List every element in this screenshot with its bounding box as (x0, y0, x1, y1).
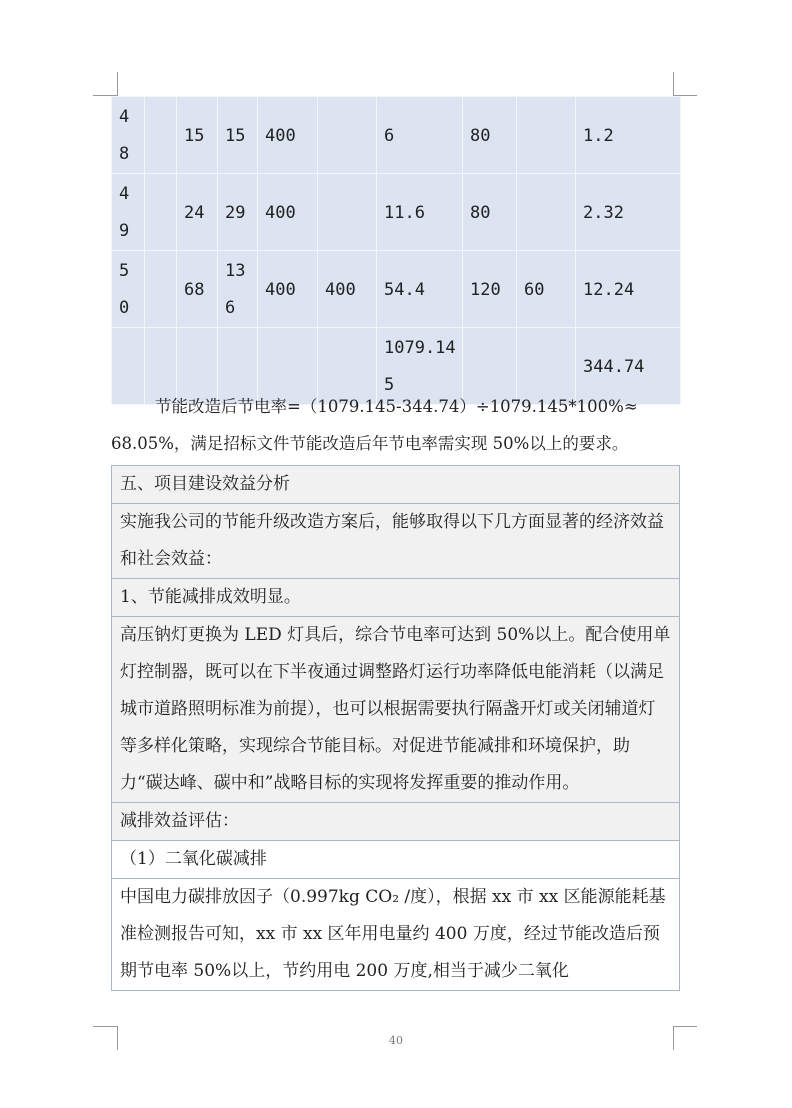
table-row (112, 174, 681, 251)
benefit-analysis-box (111, 465, 680, 991)
table-cell (145, 251, 177, 328)
table-cell: 6 (377, 97, 463, 174)
table-cell: 24 (177, 174, 218, 251)
table-cell (517, 174, 576, 251)
table-cell: 400 (258, 251, 318, 328)
table-cell: 80 (463, 97, 517, 174)
table-cell (318, 97, 377, 174)
table-cell: 15 (218, 97, 258, 174)
crop-mark-top-right (673, 72, 674, 96)
subsection-body: 中国电力碳排放因子（0.997kg CO₂ /度），根据 xx 市 xx 区能源能耗基准检测报告可知，xx 市 xx 区年用电量约 400 万度，经过节能改造后预期节电率 50%以上，节约用电 200 万度,相当于减少二氧化 (120, 887, 666, 981)
table-cell: 49 (112, 174, 145, 251)
point-title: 1、节能减排成效明显。 (112, 579, 679, 617)
lighting-data-table (111, 96, 681, 405)
subsection-title: （1）二氧化碳减排 (112, 841, 679, 879)
table-cell: 344.74 (576, 328, 681, 405)
table-cell: 12.24 (576, 251, 681, 328)
table-cell: 120 (463, 251, 517, 328)
point-body: 高压钠灯更换为 LED 灯具后，综合节电率可达到 50%以上。配合使用单灯控制器，既可以在下半夜通过调整路灯运行功率降低电能消耗（以满足城市道路照明标准为前提），也可以根据需要执行隔盏开灯或关闭辅道灯等多样化策略，实现综合节能目标。对促进节能减排和环境保护，助力“碳达峰、碳中和”战略目标的实现将发挥重要的推动作用。 (112, 617, 679, 803)
crop-mark-top-left (117, 72, 118, 96)
section-intro: 实施我公司的节能升级改造方案后，能够取得以下几方面显著的经济效益和社会效益： (112, 504, 679, 579)
table-cell: 2.32 (576, 174, 681, 251)
table-cell (517, 97, 576, 174)
table-cell: 400 (258, 97, 318, 174)
savings-calculation (111, 388, 680, 462)
calculation-line: 节能改造后节电率=（1079.145-344.74）÷1079.145*100%≈ (155, 397, 638, 416)
table-cell: 15 (177, 97, 218, 174)
section-heading: 五、项目建设效益分析 (112, 466, 679, 504)
table-row (112, 97, 681, 174)
calculation-conclusion: 68.05%，满足招标文件节能改造后年节电率需实现 50%以上的要求。 (111, 434, 629, 453)
table-cell (318, 174, 377, 251)
table-row (112, 251, 681, 328)
table-cell: 1.2 (576, 97, 681, 174)
table-cell: 136 (218, 251, 258, 328)
page-number: 40 (389, 1034, 403, 1047)
evaluation-title: 减排效益评估： (112, 803, 679, 841)
table-cell: 54.4 (377, 251, 463, 328)
table-cell: 29 (218, 174, 258, 251)
table-cell (145, 97, 177, 174)
table-cell: 11.6 (377, 174, 463, 251)
table-cell: 60 (517, 251, 576, 328)
table-cell: 50 (112, 251, 145, 328)
crop-mark-bottom-right (673, 1026, 697, 1027)
table-cell: 400 (258, 174, 318, 251)
table-cell: 400 (318, 251, 377, 328)
table-cell: 1079.145 (377, 328, 463, 405)
table-cell: 48 (112, 97, 145, 174)
table-cell: 68 (177, 251, 218, 328)
table-cell (145, 174, 177, 251)
crop-mark-bottom-left (93, 1026, 117, 1027)
table-cell: 80 (463, 174, 517, 251)
